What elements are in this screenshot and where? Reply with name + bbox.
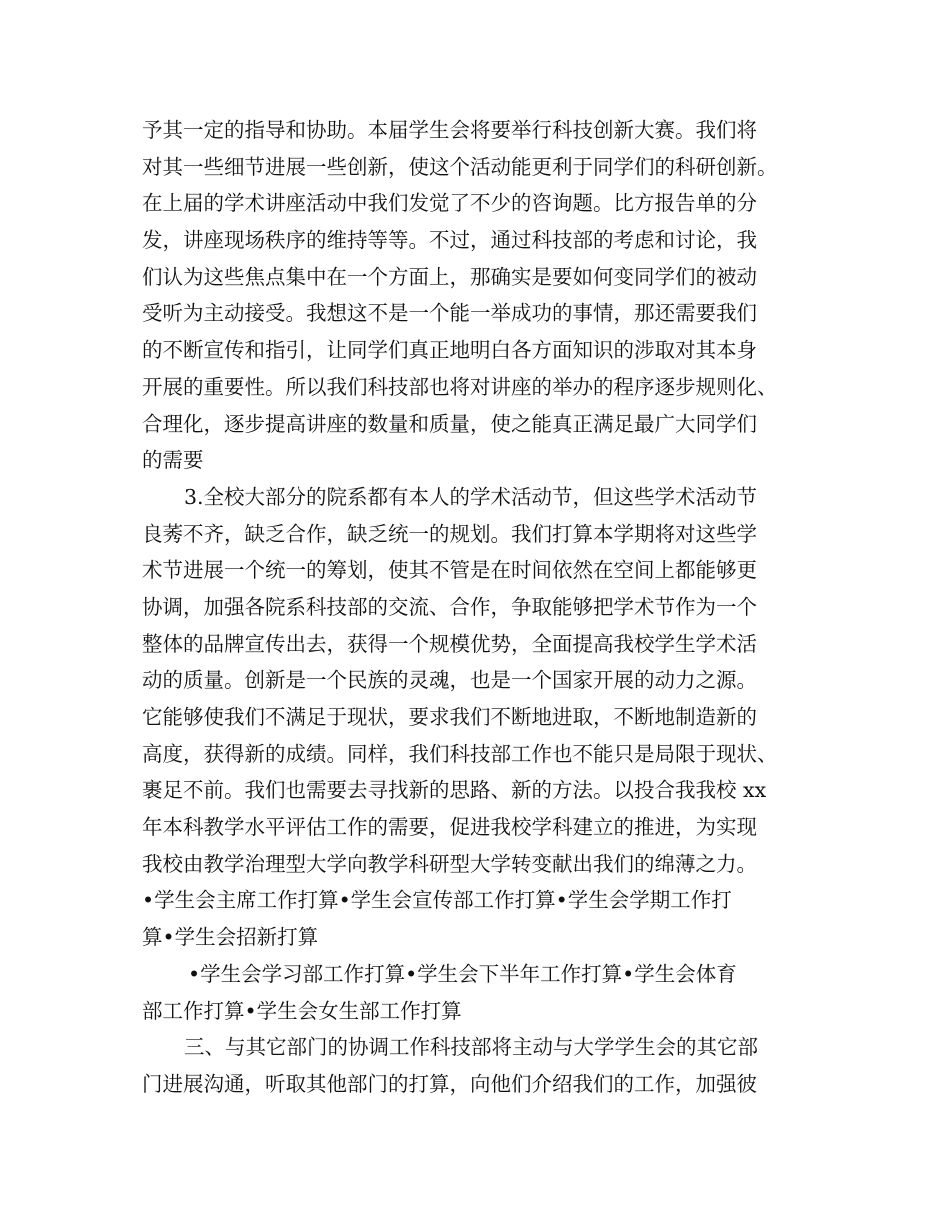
text-line: 对其一些细节进展一些创新，使这个活动能更利于同学们的科研创新。 (142, 154, 778, 179)
text-line: 高度，获得新的成绩。同样，我们科技部工作也不能只是局限于现状、 (142, 741, 778, 766)
text-line: 开展的重要性。所以我们科技部也将对讲座的举办的程序逐步规则化、 (142, 374, 778, 399)
text-line: 术节进展一个统一的筹划，使其不管是在时间依然在空间上都能够更 (142, 558, 757, 583)
related-links-line: 算•学生会招新打算 (142, 925, 319, 950)
text-line: 它能够使我们不满足于现状，要求我们不断地进取，不断地制造新的 (142, 705, 757, 729)
text-line: 良莠不齐，缺乏合作，缺乏统一的规划。我们打算本学期将对这些学 (142, 521, 757, 546)
text-line: 我校由教学治理型大学向教学科研型大学转变献出我们的绵薄之力。 (142, 851, 757, 876)
related-links-line: •学生会学习部工作打算•学生会下半年工作打算•学生会体育 (188, 961, 737, 986)
text-line: 裹足不前。我们也需要去寻找新的思路、新的方法。以投合我我校 xx (142, 778, 767, 803)
text-line: 们认为这些焦点集中在一个方面上，那确实是要如何变同学们的被动 (142, 264, 757, 289)
text-line: 协调，加强各院系科技部的交流、合作，争取能够把学术节作为一个 (142, 594, 757, 619)
text-line: 合理化，逐步提高讲座的数量和质量，使之能真正满足最广大同学们 (142, 411, 757, 436)
text-line: 受听为主动接受。我想这不是一个能一举成功的事情，那还需要我们 (142, 301, 757, 326)
related-links-line: 部工作打算•学生会女生部工作打算 (142, 998, 462, 1023)
text-line: 门进展沟通，听取其他部门的打算，向他们介绍我们的工作，加强彼 (142, 1071, 757, 1096)
text-line: 的不断宣传和指引，让同学们真正地明白各方面知识的涉取对其本身 (142, 338, 757, 363)
text-line: 予其一定的指导和协助。本届学生会将要举行科技创新大赛。我们将 (142, 118, 757, 142)
paragraph-start-line: 三、与其它部门的协调工作科技部将主动与大学学生会的其它部 (184, 1035, 758, 1060)
text-line: 的需要 (142, 448, 204, 473)
text-line: 发，讲座现场秩序的维持等等。不过，通过科技部的考虑和讨论，我 (142, 228, 757, 253)
text-line: 年本科教学水平评估工作的需要，促进我校学科建立的推进，为实现 (142, 815, 757, 840)
text-line: 整体的品牌宣传出去，获得一个规模优势，全面提高我校学生学术活 (142, 631, 757, 656)
text-line: 动的质量。创新是一个民族的灵魂，也是一个国家开展的动力之源。 (142, 668, 757, 693)
body-text (142, 112, 822, 1103)
text-line: 在上届的学术讲座活动中我们发觉了不少的咨询题。比方报告单的分 (142, 191, 757, 216)
related-links-line: •学生会主席工作打算•学生会宣传部工作打算•学生会学期工作打 (142, 888, 732, 913)
paragraph-start-line: 3.全校大部分的院系都有本人的学术活动节，但这些学术活动节 (184, 484, 758, 509)
